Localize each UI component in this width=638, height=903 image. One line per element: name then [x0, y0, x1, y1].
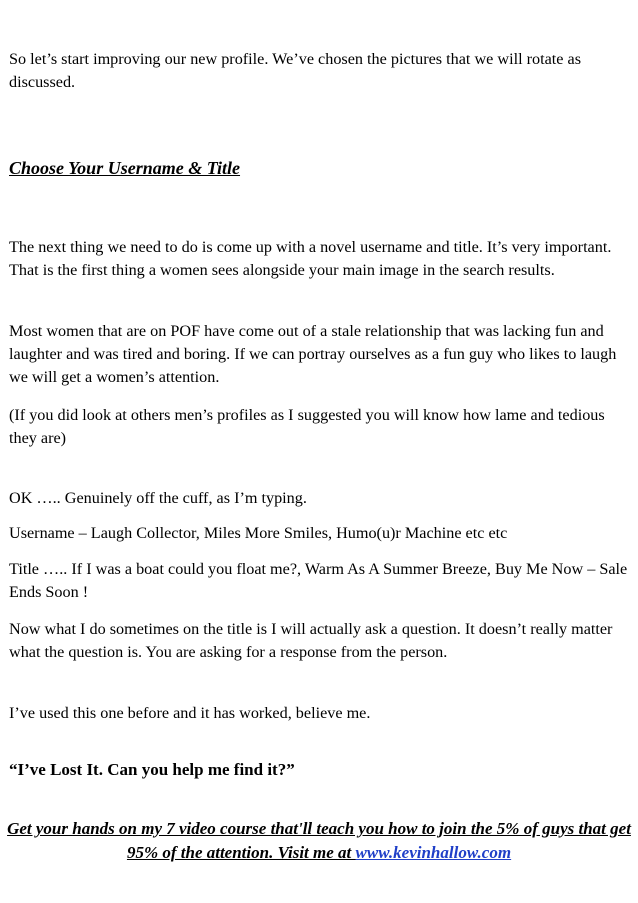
paragraph-pof-women: Most women that are on POF have come out of a stale relationship that was lacking fun and laughter and was tired and boring. If we can portray ourselves as a fun guy who likes to laugh we will get a women’s attention. [9, 322, 617, 386]
paragraph-username-examples: Username – Laugh Collector, Miles More Smiles, Humo(u)r Machine etc etc [9, 524, 508, 542]
intro-paragraph: So let’s start improving our new profile. We’ve chosen the pictures that we will rotate as discussed. [9, 50, 582, 91]
cta-text: Get your hands on my 7 video course that'll teach you how to join the 5% of guys that get 95% of the attention. Visit me at [7, 819, 631, 862]
section-heading: Choose Your Username & Title [9, 158, 241, 178]
paragraph-off-the-cuff: OK ….. Genuinely off the cuff, as I’m typing. [9, 489, 307, 507]
paragraph-username-importance: The next thing we need to do is come up with a novel username and title. It’s very important. That is the first thing a women sees alongside your main image in the search results. [9, 238, 612, 279]
paragraph-used-before: I’ve used this one before and it has worked, believe me. [9, 704, 371, 722]
paragraph-ask-question: Now what I do sometimes on the title is I will actually ask a question. It doesn’t really matter what the question is. You are asking for a response from the person. [9, 620, 613, 661]
example-quote: “I’ve Lost It. Can you help me find it?” [9, 760, 295, 779]
call-to-action [0, 817, 638, 865]
website-link[interactable]: www.kevinhallow.com [355, 843, 512, 862]
paragraph-title-examples: Title ….. If I was a boat could you float me?, Warm As A Summer Breeze, Buy Me Now – Sale Ends Soon ! [9, 560, 628, 601]
paragraph-others-profiles: (If you did look at others men’s profiles as I suggested you will know how lame and tedious they are) [9, 406, 605, 447]
